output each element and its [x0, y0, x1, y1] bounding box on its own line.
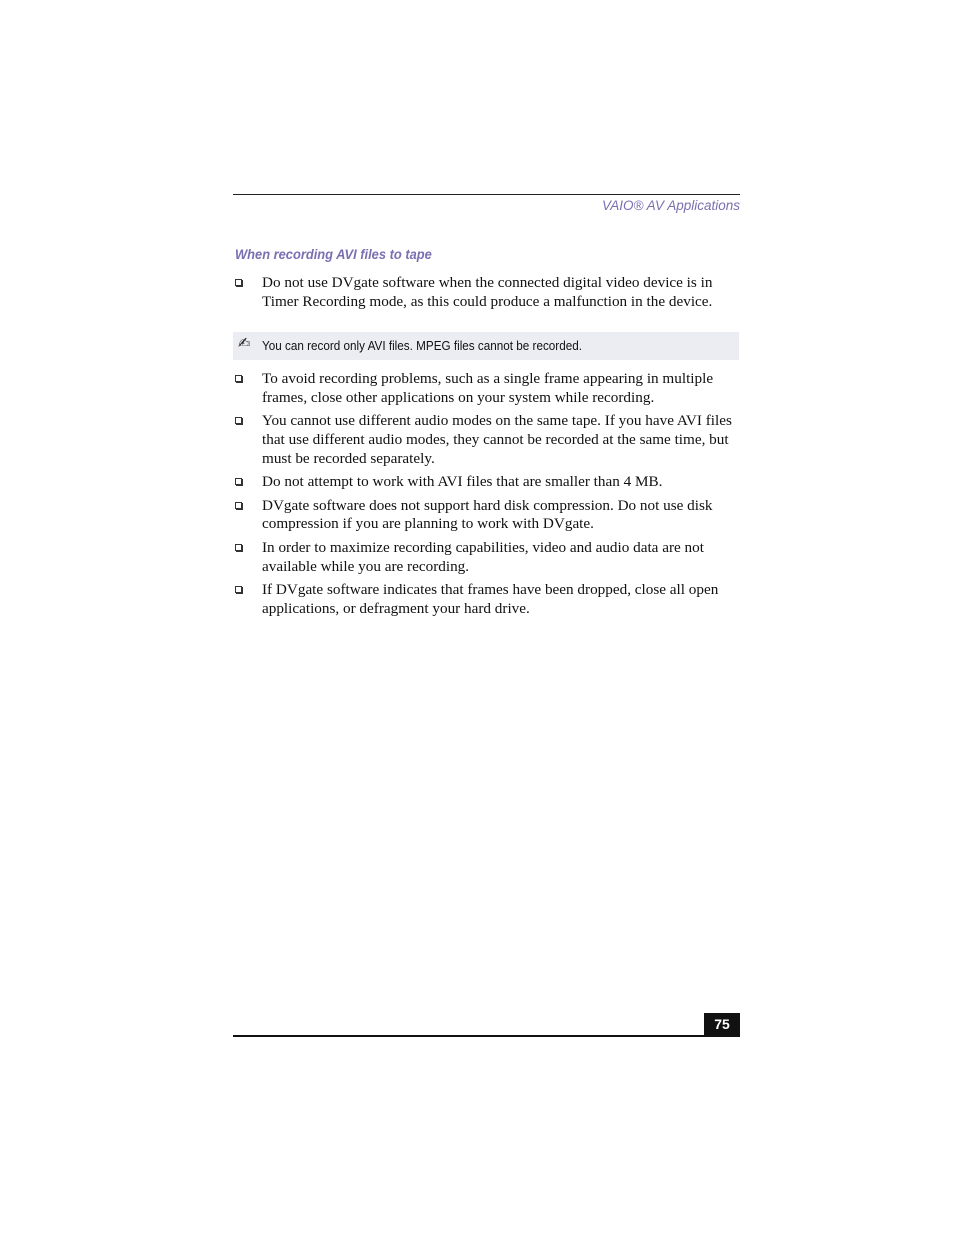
checkbox-bullet-icon: [235, 502, 242, 509]
list-item-text: In order to maximize recording capabilities, video and audio data are not available while you are recording.: [262, 538, 704, 575]
pencil-note-icon: ✍: [238, 334, 251, 352]
list-item-text: To avoid recording problems, such as a single frame appearing in multiple frames, close other applications on your system while recording.: [262, 370, 714, 406]
list-item-text: Do not use DVgate software when the connected digital video device is in Timer Recording mode, as this could produce a malfunction in the device.: [262, 274, 713, 310]
list-item: [233, 412, 740, 468]
list-item: [233, 473, 740, 492]
list-item-text: DVgate software does not support hard disk compression. Do not use disk compression if you are planning to work with DVgate.: [262, 496, 713, 533]
list-item: [233, 370, 740, 408]
note-text: You can record only AVI files. MPEG files cannot be recorded.: [262, 338, 582, 353]
list-item: [233, 274, 740, 312]
header-rule: [233, 194, 740, 195]
section-heading: When recording AVI files to tape: [235, 246, 432, 262]
bullet-list-first: [233, 274, 740, 316]
checkbox-bullet-icon: [235, 417, 242, 424]
list-item: [233, 581, 740, 619]
list-item-text: If DVgate software indicates that frames have been dropped, close all open applications, or defragment your hard drive.: [262, 580, 719, 617]
checkbox-bullet-icon: [235, 478, 242, 485]
checkbox-bullet-icon: [235, 375, 242, 382]
list-item-text: You cannot use different audio modes on the same tape. If you have AVI files that use different audio modes, they cannot be recorded at the same time, but must be recorded separately.: [262, 412, 732, 467]
bullet-list-second: [233, 370, 740, 623]
list-item: [233, 497, 740, 535]
list-item: [233, 539, 740, 577]
footer-rule: [233, 1035, 740, 1037]
note-box: [233, 332, 739, 360]
checkbox-bullet-icon: [235, 279, 242, 286]
page-number: 75: [704, 1013, 740, 1036]
running-head: VAIO® AV Applications: [601, 198, 740, 213]
checkbox-bullet-icon: [235, 544, 242, 551]
checkbox-bullet-icon: [235, 586, 242, 593]
list-item-text: Do not attempt to work with AVI files that are smaller than 4 MB.: [262, 473, 663, 491]
